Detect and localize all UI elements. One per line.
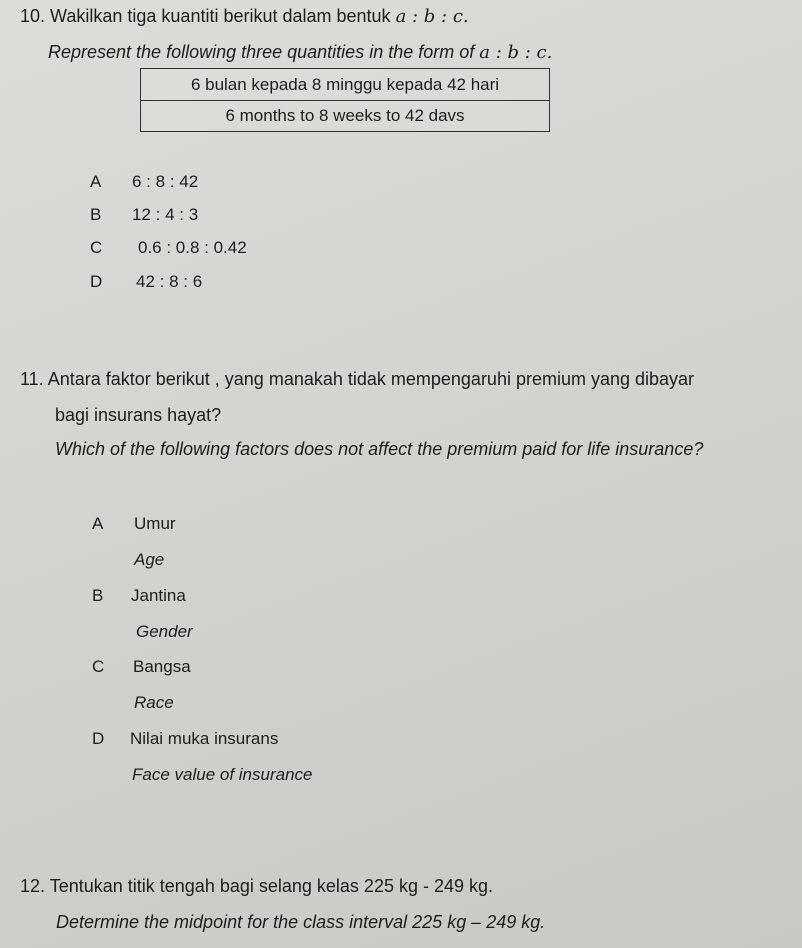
q10-english-prefix: Represent the following three quantities in the form of	[48, 42, 480, 62]
q11-option-b-english[interactable]: Gender	[136, 622, 193, 641]
q12-malay-stem	[20, 876, 493, 897]
q11-option-a-letter[interactable]: A	[92, 514, 104, 533]
q10-malay-prefix: Wakilkan tiga kuantiti berikut dalam bentuk	[50, 6, 396, 26]
q11-option-d-letter[interactable]: D	[92, 729, 105, 748]
q10-ratio-form-english: a : b : c.	[479, 42, 553, 63]
q12-english-stem: Determine the midpoint for the class interval 225 kg – 249 kg.	[56, 912, 546, 932]
q11-option-c-english[interactable]: Race	[134, 693, 174, 712]
q10-quantity-box	[140, 68, 550, 132]
q10-option-a-letter[interactable]: A	[90, 172, 102, 191]
q10-box-english: 6 months to 8 weeks to 42 davs	[225, 106, 465, 125]
q10-box-malay: 6 bulan kepada 8 minggu kepada 42 hari	[141, 69, 549, 101]
q10-option-c-letter[interactable]: C	[90, 238, 103, 257]
q10-option-a-text[interactable]: 6 : 8 : 42	[132, 172, 199, 191]
q11-malay-line2: bagi insurans hayat?	[55, 405, 222, 425]
q11-option-d-malay[interactable]: Nilai muka insurans	[130, 729, 279, 748]
q11-option-c-malay[interactable]: Bangsa	[133, 657, 191, 676]
q10-option-d-text[interactable]: 42 : 8 : 6	[136, 272, 203, 291]
q10-option-b-letter[interactable]: B	[90, 205, 102, 224]
q10-malay-stem	[20, 6, 469, 27]
q11-option-d-english[interactable]: Face value of insurance	[132, 765, 313, 784]
q11-malay-line1: Antara faktor berikut , yang manakah tidak mempengaruhi premium yang dibayar	[47, 369, 695, 389]
q11-number: 11.	[20, 369, 44, 389]
q11-option-a-english[interactable]: Age	[134, 550, 165, 569]
q11-option-c-letter[interactable]: C	[92, 657, 105, 676]
q11-option-a-malay[interactable]: Umur	[134, 514, 176, 533]
q11-option-b-malay[interactable]: Jantina	[131, 586, 186, 605]
q10-ratio-form-malay: a : b : c.	[395, 6, 469, 27]
q10-option-c-text[interactable]: 0.6 : 0.8 : 0.42	[138, 238, 247, 257]
q10-english-stem	[48, 42, 552, 63]
q10-option-b-text[interactable]: 12 : 4 : 3	[132, 205, 199, 224]
q11-malay-stem-line1	[20, 369, 694, 390]
q10-option-d-letter[interactable]: D	[90, 272, 103, 291]
q10-number: 10.	[20, 6, 46, 26]
q11-option-b-letter[interactable]: B	[92, 586, 104, 605]
q12-number: 12.	[20, 876, 46, 896]
q12-malay: Tentukan titik tengah bagi selang kelas 225 kg - 249 kg.	[49, 876, 494, 896]
q11-english-stem: Which of the following factors does not affect the premium paid for life insurance?	[55, 439, 704, 459]
